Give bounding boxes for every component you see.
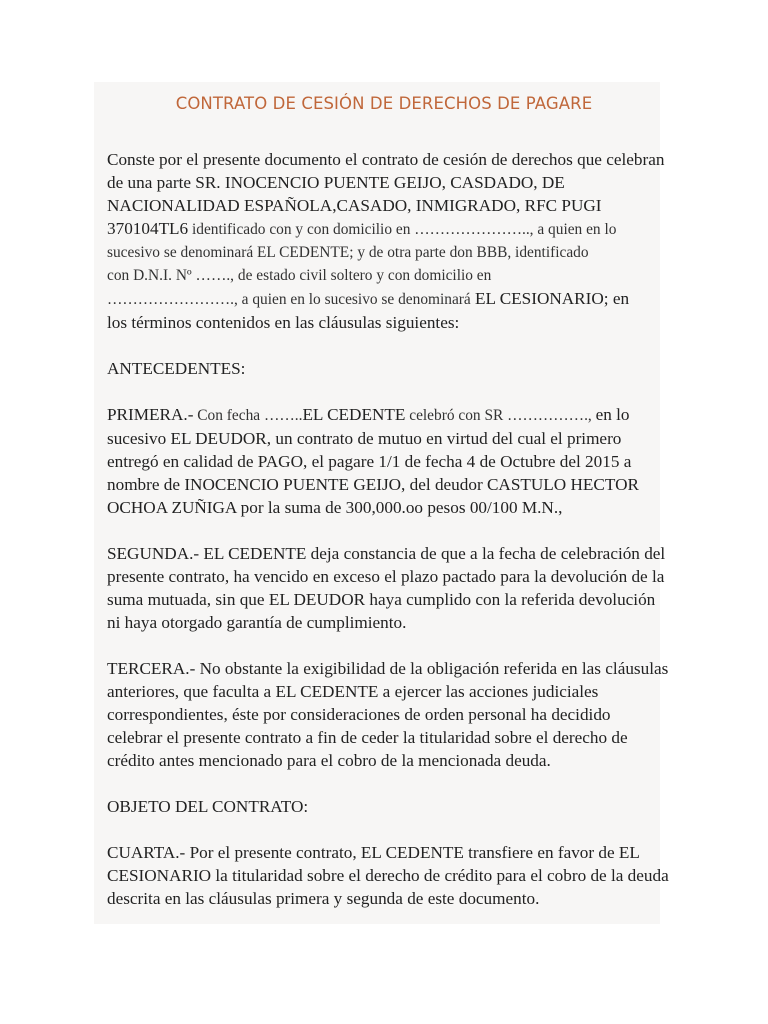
text-run: Con fecha …….. — [193, 407, 303, 424]
text-line: anteriores, que faculta a EL CEDENTE a ejercer las acciones judiciales — [107, 682, 599, 701]
text-line: ni haya otorgado garantía de cumplimiento. — [107, 613, 407, 632]
clause-primera — [107, 403, 667, 519]
clause-cuarta — [107, 841, 667, 910]
text-run: identificado con y con domicilio en ………………….., a quien en lo — [188, 221, 617, 238]
text-line: TERCERA.- No obstante la exigibilidad de la obligación referida en las cláusulas — [107, 659, 669, 678]
text-line: presente contrato, ha vencido en exceso el plazo pactado para la devolución de la — [107, 567, 665, 586]
text-line: CUARTA.- Por el presente contrato, EL CEDENTE transfiere en favor de EL — [107, 843, 640, 862]
text-run: 370104TL6 — [107, 219, 189, 238]
text-run: celebró con SR ……………., — [405, 407, 596, 424]
text-line: sucesivo se denominará EL CEDENTE; y de otra parte don BBB, identificado — [107, 244, 589, 261]
text-line: OCHOA ZUÑIGA por la suma de 300,000.oo pesos 00/100 M.N., — [107, 498, 563, 517]
text-line: correspondientes, éste por consideraciones de orden personal ha decidido — [107, 705, 611, 724]
document-body — [107, 148, 667, 933]
text-line: Conste por el presente documento el contrato de cesión de derechos que celebran — [107, 150, 665, 169]
text-run: en lo — [595, 405, 630, 424]
text-line: los términos contenidos en las cláusulas siguientes: — [107, 313, 460, 332]
text-line: nombre de INOCENCIO PUENTE GEIJO, del deudor CASTULO HECTOR — [107, 475, 639, 494]
clause-segunda — [107, 542, 667, 634]
text-line: sucesivo EL DEUDOR, un contrato de mutuo en virtud del cual el primero — [107, 429, 622, 448]
text-run: EL CEDENTE — [302, 405, 406, 424]
text-line: descrita en las cláusulas primera y segunda de este documento. — [107, 889, 540, 908]
text-run: ……………………., a quien en lo sucesivo se denominará — [107, 291, 471, 308]
antecedentes-heading — [107, 357, 667, 380]
text-line: celebrar el presente contrato a fin de ceder la titularidad sobre el derecho de — [107, 728, 628, 747]
document-title: CONTRATO DE CESIÓN DE DERECHOS DE PAGARE — [175, 94, 593, 113]
text-line: de una parte SR. INOCENCIO PUENTE GEIJO, CASDADO, DE — [107, 173, 565, 192]
heading-text: ANTECEDENTES: — [107, 359, 246, 378]
intro-paragraph — [107, 148, 667, 334]
text-line — [107, 403, 667, 427]
text-line: suma mutuada, sin que EL DEUDOR haya cumplido con la referida devolución — [107, 590, 656, 609]
text-line — [107, 217, 667, 241]
text-line: con D.N.I. Nº ……., de estado civil soltero y con domicilio en — [107, 267, 492, 284]
text-line: NACIONALIDAD ESPAÑOLA,CASADO, INMIGRADO, RFC PUGI — [107, 196, 602, 215]
heading-text: OBJETO DEL CONTRATO: — [107, 797, 309, 816]
clause-tercera — [107, 657, 667, 772]
text-run: EL CESIONARIO; en — [470, 289, 630, 308]
objeto-heading — [107, 795, 667, 818]
text-line: entregó en calidad de PAGO, el pagare 1/1 de fecha 4 de Octubre del 2015 a — [107, 452, 632, 471]
text-line: SEGUNDA.- EL CEDENTE deja constancia de que a la fecha de celebración del — [107, 544, 666, 563]
text-line: crédito antes mencionado para el cobro de la mencionada deuda. — [107, 751, 551, 770]
text-run: PRIMERA.- — [107, 405, 194, 424]
text-line — [107, 287, 667, 311]
text-line: CESIONARIO la titularidad sobre el derecho de crédito para el cobro de la deuda — [107, 866, 669, 885]
